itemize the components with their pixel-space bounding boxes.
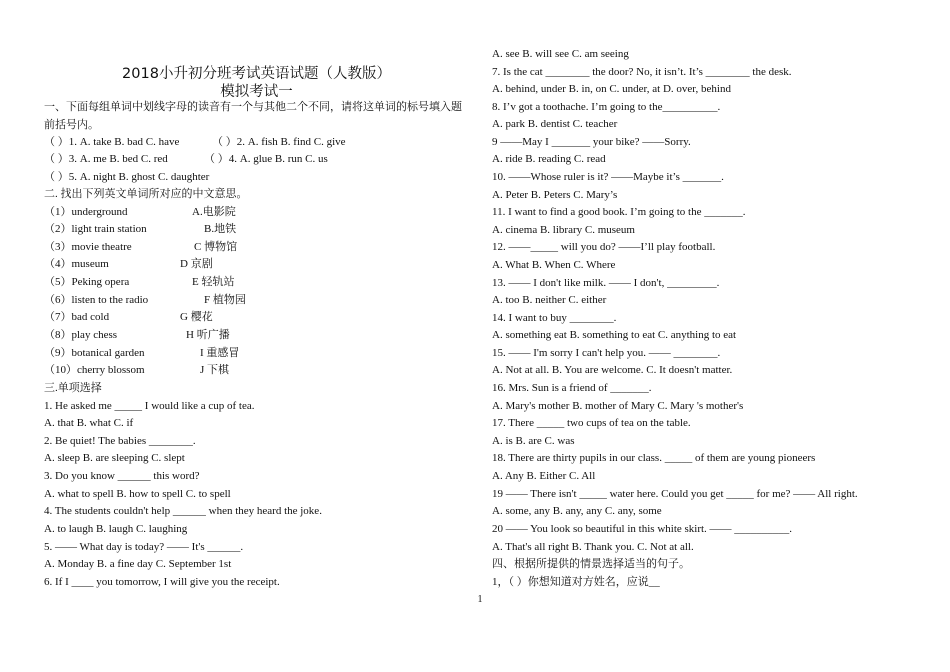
question-line: 7. Is the cat ________ the door? No, it isn’t. It’s ________ the desk. [492,66,792,78]
s2-meaning-10: J 下棋 [200,364,230,376]
s2-meaning-3: C 博物馆 [194,241,238,253]
question-line: 3. Do you know ______ this word? [44,470,200,482]
s2-word-10: （10）cherry blossom [44,364,145,376]
s2-meaning-9: I 重感冒 [200,347,240,359]
question-line: 15. —— I'm sorry I can't help you. —— ________. [492,347,721,359]
question-line: 6. If I ____ you tomorrow, I will give you the receipt. [44,576,280,588]
answer-options: A. Peter B. Peters C. Mary’s [492,189,618,201]
page-subtitle: 模拟考试一 [220,84,293,100]
question-line: 14. I want to buy ________. [492,312,617,324]
s1-row-1-b: （ ）2. A. fish B. find C. give [212,136,346,148]
answer-options: A. some, any B. any, any C. any, some [492,505,662,517]
question-line: 10. ——Whose ruler is it? ——Maybe it’s _______. [492,171,724,183]
answer-options: A. cinema B. library C. museum [492,224,635,236]
answer-options: A. Mary's mother B. mother of Mary C. Mary 's mother's [492,400,744,412]
answer-options: A. Not at all. B. You are welcome. C. It doesn't matter. [492,364,733,376]
s2-word-2: （2）light train station [44,223,147,235]
answer-options: A. sleep B. are sleeping C. slept [44,452,185,464]
answer-options: A. That's all right B. Thank you. C. Not at all. [492,541,694,553]
answer-options: A. what to spell B. how to spell C. to spell [44,488,231,500]
s2-meaning-8: H 听广播 [186,329,230,341]
question-line: 1. He asked me _____ I would like a cup of tea. [44,400,255,412]
s2-word-9: （9）botanical garden [44,347,145,359]
answer-options: A. park B. dentist C. teacher [492,118,618,130]
question-line: 19 —— There isn't _____ water here. Could you get _____ for me? —— All right. [492,488,858,500]
section3-header: 三.单项选择 [44,382,102,394]
s2-word-5: （5）Peking opera [44,276,130,288]
page-title: 2018小升初分班考试英语试题（人教版） [122,66,391,82]
question-line: 2. Be quiet! The babies ________. [44,435,196,447]
answer-options: A. ride B. reading C. read [492,153,606,165]
section1-header: 一、下面每组单词中划线字母的读音有一个与其他二个不同，请将这单词的标号填入题前括号内。 [44,101,462,131]
s2-meaning-1: A.电影院 [192,206,236,218]
question-line: 18. There are thirty pupils in our class. _____ of them are young pioneers [492,452,816,464]
answer-options: A. Monday B. a fine day C. September 1st [44,558,232,570]
question-line: 1，（ ）你想知道对方姓名，应说__ [492,576,660,588]
s2-word-3: （3）movie theatre [44,241,132,253]
s2-word-8: （8）play chess [44,329,118,341]
s2-meaning-6: F 植物园 [204,294,246,306]
page-number: 1 [477,594,483,605]
section2-header: 二. 找出下列英文单词所对应的中文意思。 [44,188,248,200]
s1-row-2-a: （ ）3. A. me B. bed C. red [44,153,168,165]
answer-options: A. What B. When C. Where [492,259,616,271]
answer-options: A. too B. neither C. either [492,294,607,306]
answer-options: A. behind, under B. in, on C. under, at D. over, behind [492,83,731,95]
s2-word-6: （6）listen to the radio [44,294,149,306]
s2-word-7: （7）bad cold [44,311,110,323]
question-line: 13. —— I don't like milk. —— I don't, _________. [492,277,720,289]
answer-options: A. see B. will see C. am seeing [492,48,629,60]
question-line: 20 —— You look so beautiful in this white skirt. —— __________. [492,523,793,535]
question-line: 17. There _____ two cups of tea on the table. [492,417,691,429]
question-line: 4. The students couldn't help ______ when they heard the joke. [44,505,322,517]
s2-word-1: （1）underground [44,206,128,218]
section4-header: 四、根据所提供的情景选择适当的句子。 [492,558,690,570]
s1-row-2-b: （ ）4. A. glue B. run C. us [204,153,328,165]
answer-options: A. to laugh B. laugh C. laughing [44,523,188,535]
question-line: 9 ——May I _______ your bike? ——Sorry. [492,136,691,148]
question-line: 11. I want to find a good book. I’m going to the _______. [492,206,746,218]
answer-options: A. something eat B. something to eat C. anything to eat [492,329,737,341]
answer-options: A. that B. what C. if [44,417,134,429]
s2-meaning-4: D 京剧 [180,258,213,270]
s2-meaning-5: E 轻轨站 [192,276,235,288]
s2-meaning-7: G 樱花 [180,311,213,323]
s1-row-3-a: （ ）5. A. night B. ghost C. daughter [44,171,210,183]
s1-row-1-a: （ ）1. A. take B. bad C. have [44,136,180,148]
question-line: 8. I’v got a toothache. I’m going to the__________. [492,101,721,113]
question-line: 12. ——_____ will you do? ——I’ll play football. [492,241,716,253]
answer-options: A. Any B. Either C. All [492,470,596,482]
question-line: 16. Mrs. Sun is a friend of _______. [492,382,652,394]
question-line: 5. —— What day is today? —— It's ______. [44,541,244,553]
answer-options: A. is B. are C. was [492,435,575,447]
s2-word-4: （4）museum [44,258,109,270]
s2-meaning-2: B.地铁 [204,223,237,235]
